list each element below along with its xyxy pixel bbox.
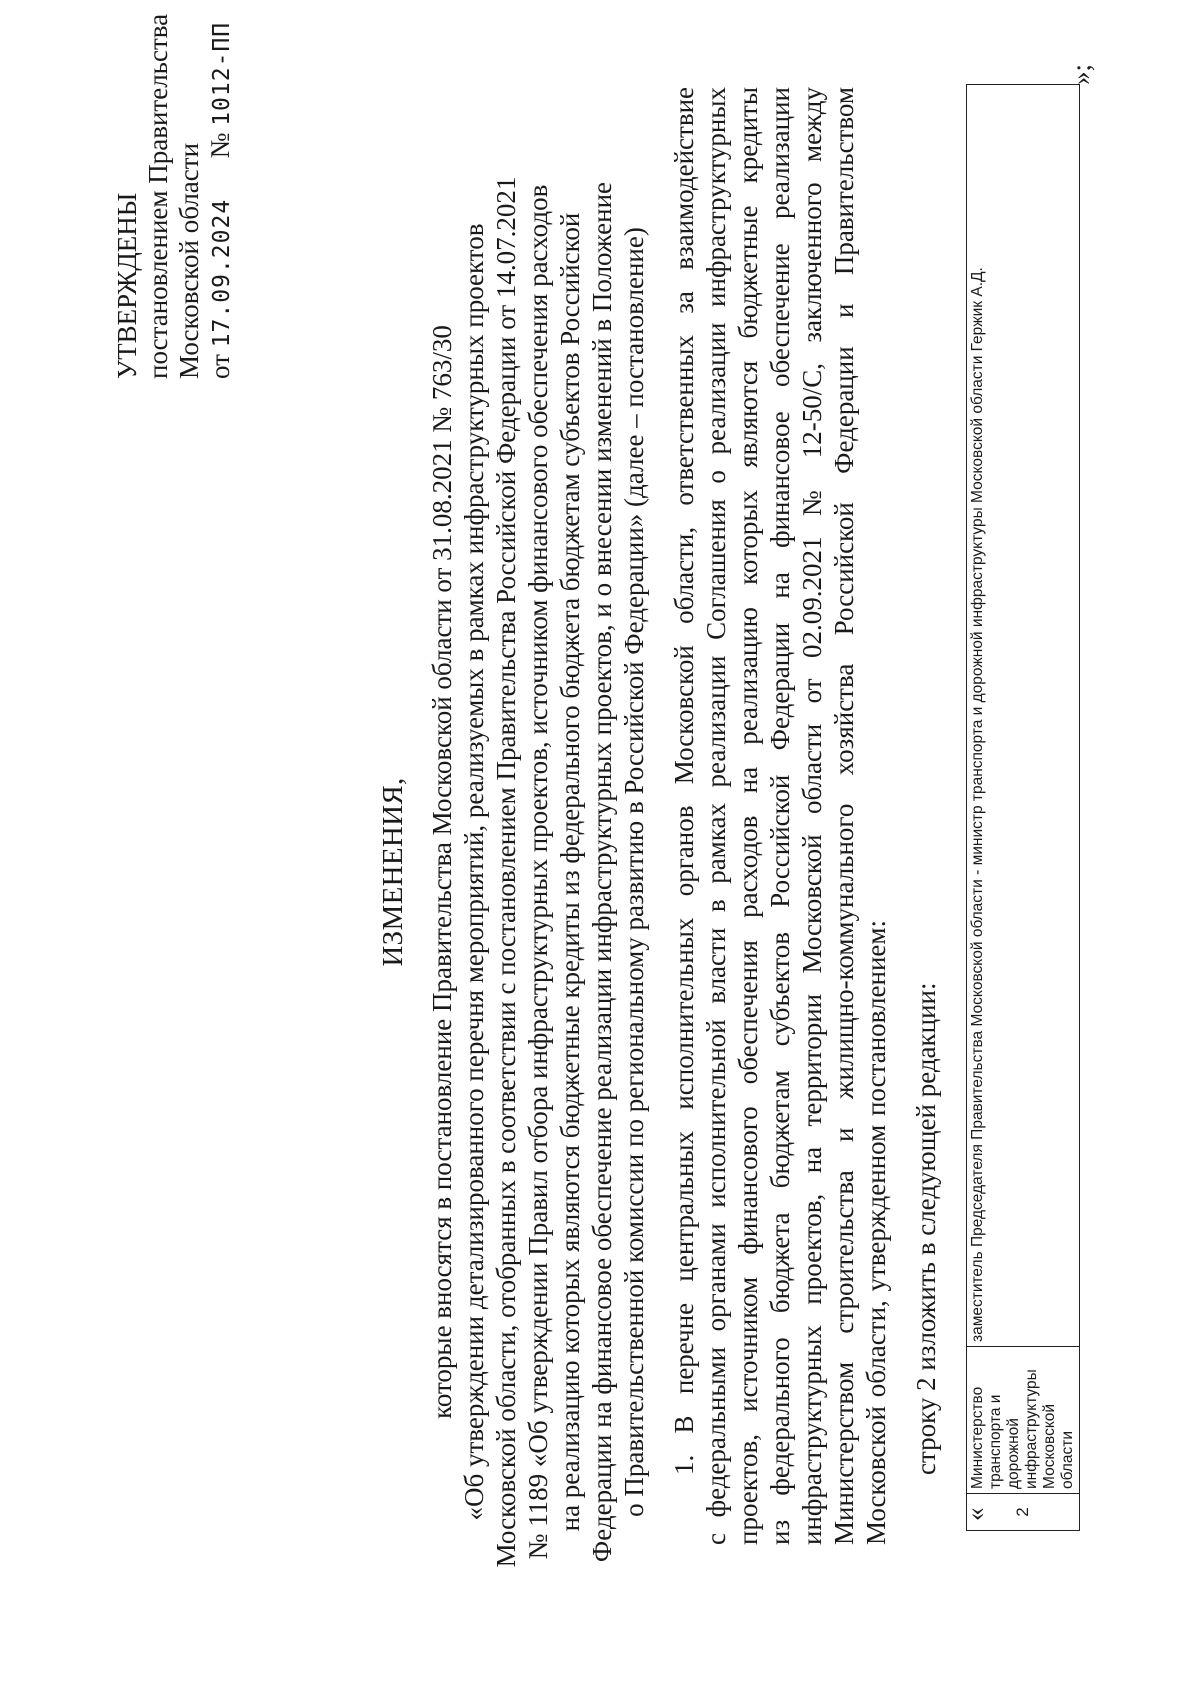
opening-quote: « — [960, 1507, 990, 1521]
subtitle-line: Федерации на финансовое обеспечение реализации инфраструктурных проектов, и о внесении изменений в Положение — [587, 181, 617, 1563]
paragraph-line: инфраструктурных проектов, на территории Московской области от 02.09.2021 № 12-50/С, заключенного между — [797, 87, 827, 1545]
stamp-approved-label: УТВЕРЖДЕНЫ — [112, 192, 142, 379]
amended-row-table — [966, 84, 1080, 1531]
responsible-person-cell: заместитель Председателя Правительства Московской области - министр транспорта и дорожной инфраструктуры Московской области Гержик А.Д. — [967, 85, 1080, 1347]
closing-quote: »; — [1066, 63, 1096, 85]
subtitle-line: «Об утверждении детализированного перечня мероприятий, реализуемых в рамках инфраструктурных проектов — [459, 223, 489, 1521]
paragraph-line: с федеральными органами исполнительной власти в рамках реализации Соглашения о реализации инфраструктурных — [701, 87, 731, 1545]
document-title: ИЗМЕНЕНИЯ, — [377, 777, 409, 967]
subtitle-line: о Правительственной комиссии по региональному развитию в Российской Федерации» (далее – постановление) — [619, 227, 649, 1517]
subtitle-line: № 1189 «Об утверждении Правил отбора инфраструктурных проектов, источником финансового обеспечения расходов — [523, 184, 553, 1560]
paragraph-line: Министерством строительства и жилищно-коммунального хозяйства Российской Федерации и Правительством — [829, 87, 859, 1545]
subtitle-line: Московской области, отобранных в соответствии с постановлением Правительства Российской Федерации от 14.07.2021 — [491, 176, 521, 1568]
main-paragraph — [668, 87, 892, 1545]
paragraph-line: Московской области, утвержденном постановлением: — [861, 920, 891, 1545]
stamp-issuer-line: постановлением Правительства — [143, 13, 173, 379]
stamp-region-line: Московской области — [174, 142, 204, 379]
instruction-text: строку 2 изложить в следующей редакции: — [911, 982, 941, 1475]
document-subtitle — [426, 107, 650, 1637]
subtitle-line: на реализацию которых являются бюджетные кредиты из федерального бюджета бюджетам субъектов Российской — [555, 212, 585, 1532]
subtitle-line: которые вносятся в постановление Правительства Московской области от 31.08.2021 № 763/30 — [427, 325, 457, 1419]
stamp-number: 1012-ПП — [209, 21, 235, 126]
stamp-date-prefix: от — [205, 354, 235, 379]
stamp-number-prefix: № — [205, 132, 235, 159]
paragraph-line: из федерального бюджета бюджетам субъектов Российской Федерации на финансовое обеспечение реализации — [765, 87, 795, 1545]
table-row — [967, 85, 1080, 1531]
stamp-date: 17.09.2024 — [209, 198, 235, 348]
paragraph-line: 1. В перечне центральных исполнительных органов Московской области, ответственных за взаимодействие — [669, 87, 699, 1475]
row-number-cell: 2 — [967, 1494, 1080, 1531]
approval-stamp — [112, 13, 238, 379]
paragraph-line: проектов, источником финансового обеспечения расходов на реализацию которых являются бюджетные кредиты — [733, 87, 763, 1545]
organization-cell: Министерство транспорта и дорожной инфраструктуры Московской области — [967, 1347, 1080, 1494]
stamp-date-number-line — [205, 19, 238, 379]
